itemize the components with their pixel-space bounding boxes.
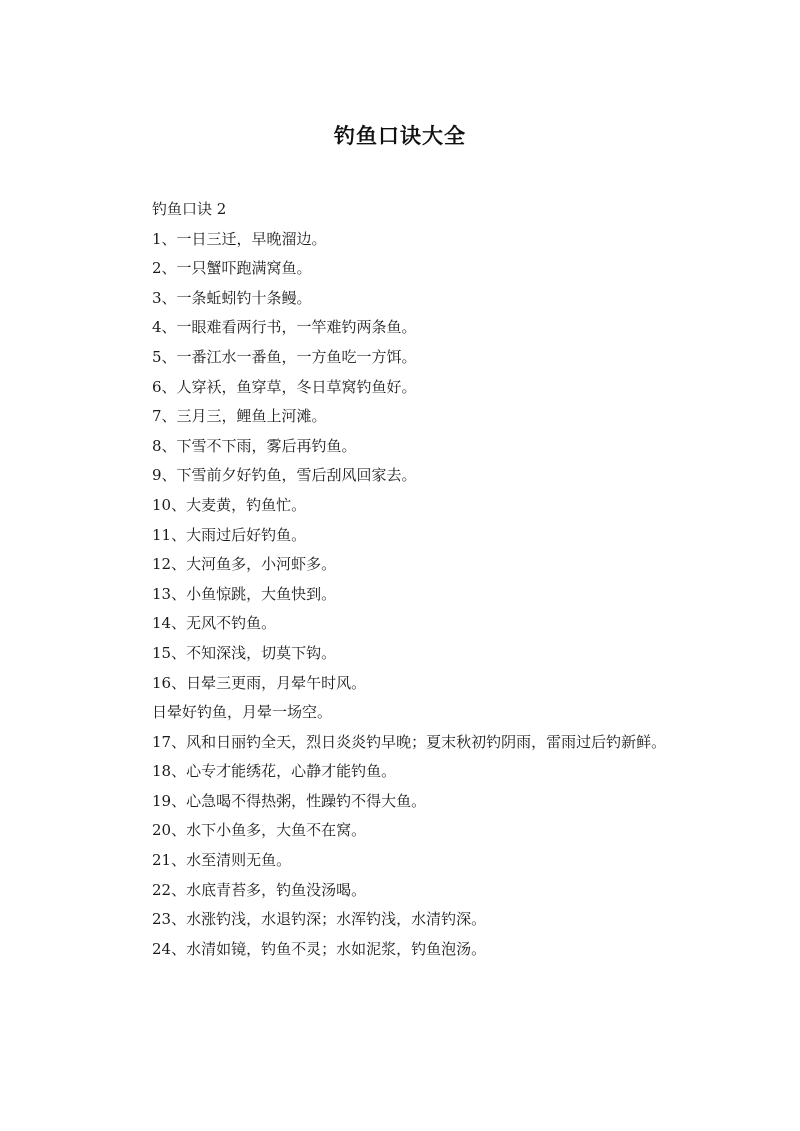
paragraph: 15、不知深浅，切莫下钩。 bbox=[152, 643, 337, 662]
paragraph: 3、一条蚯蚓钓十条鳗。 bbox=[152, 288, 312, 307]
paragraph: 13、小鱼惊跳，大鱼快到。 bbox=[152, 584, 337, 603]
paragraph: 5、一番江水一番鱼，一方鱼吃一方饵。 bbox=[152, 347, 417, 366]
paragraph: 16、日晕三更雨，月晕午时风。 bbox=[152, 673, 367, 692]
paragraph: 10、大麦黄，钓鱼忙。 bbox=[152, 495, 307, 514]
paragraph: 9、下雪前夕好钓鱼，雪后刮风回家去。 bbox=[152, 466, 417, 485]
paragraph: 20、水下小鱼多，大鱼不在窝。 bbox=[152, 821, 367, 840]
document-title: 钓鱼口诀大全 bbox=[334, 124, 466, 148]
paragraph: 2、一只蟹吓跑满窝鱼。 bbox=[152, 259, 312, 278]
paragraph: 8、下雪不下雨，雾后再钓鱼。 bbox=[152, 436, 357, 455]
paragraph: 6、人穿袄，鱼穿草，冬日草窝钓鱼好。 bbox=[152, 377, 417, 396]
paragraph: 22、水底青苔多，钓鱼没汤喝。 bbox=[152, 880, 367, 899]
paragraph: 4、一眼难看两行书，一竿难钓两条鱼。 bbox=[152, 318, 417, 337]
paragraph: 7、三月三，鲤鱼上河滩。 bbox=[152, 407, 327, 426]
paragraph: 1、一日三迁，早晚溜边。 bbox=[152, 229, 327, 248]
paragraph: 19、心急喝不得热粥，性躁钓不得大鱼。 bbox=[152, 791, 427, 810]
paragraph: 17、风和日丽钓全天，烈日炎炎钓早晚；夏末秋初钓阴雨，雷雨过后钓新鲜。 bbox=[152, 732, 667, 751]
document-body bbox=[117, 195, 692, 964]
paragraph: 18、心专才能绣花，心静才能钓鱼。 bbox=[152, 762, 397, 781]
paragraph: 11、大雨过后好钓鱼。 bbox=[152, 525, 307, 544]
paragraph: 日晕好钓鱼，月晕一场空。 bbox=[152, 703, 333, 722]
paragraph: 12、大河鱼多，小河虾多。 bbox=[152, 555, 337, 574]
paragraph: 14、无风不钓鱼。 bbox=[152, 614, 277, 633]
paragraph: 钓鱼口诀 2 bbox=[152, 200, 227, 218]
paragraph: 21、水至清则无鱼。 bbox=[152, 851, 292, 870]
paragraph: 23、水涨钓浅，水退钓深；水浑钓浅，水清钓深。 bbox=[152, 910, 487, 929]
paragraph: 24、水清如镜，钓鱼不灵；水如泥浆，钓鱼泡汤。 bbox=[152, 939, 487, 958]
